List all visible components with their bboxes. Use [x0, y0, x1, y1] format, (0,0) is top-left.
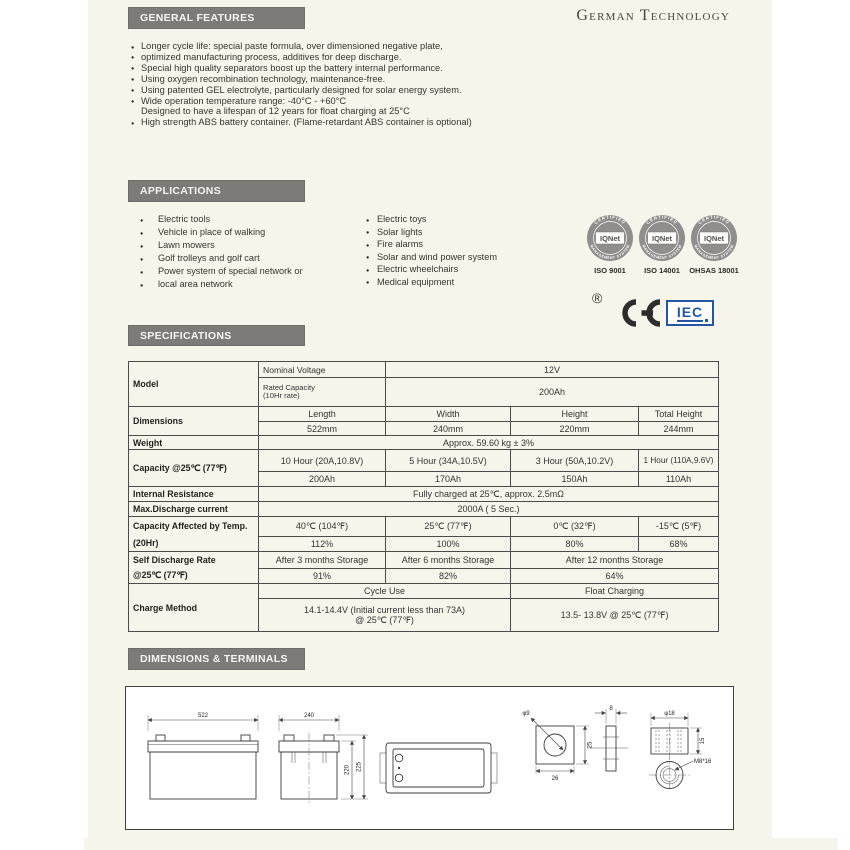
battery-top-view — [380, 743, 497, 793]
spec-label-charge-method: Charge Method — [129, 584, 259, 632]
svg-text:φ18: φ18 — [664, 711, 675, 717]
spec-value: 91% — [259, 568, 386, 583]
spec-header: 10 Hour (20A,10.8V) — [259, 450, 386, 472]
spec-header: 1 Hour (110A,9.6V) — [639, 450, 719, 472]
spec-header: Length — [259, 407, 386, 422]
spec-value: 82% — [386, 568, 511, 583]
spec-label-max-discharge: Max.Discharge current — [129, 502, 259, 517]
application-item: ● Vehicle in place of walking — [140, 226, 355, 239]
application-item: ● Medical equipment — [366, 276, 541, 289]
feature-item: ● Using oxygen recombination technology, maintenance-free. — [131, 74, 671, 85]
svg-text:CERTIFIED: CERTIFIED — [697, 214, 731, 226]
feature-item: ● Longer cycle life: special paste formula, over dimensioned negative plate, — [131, 41, 671, 52]
svg-text:φ9: φ9 — [522, 711, 530, 717]
spec-header: 3 Hour (50A,10.2V) — [511, 450, 639, 472]
applications-right-list — [366, 213, 541, 289]
spec-header: Width — [386, 407, 511, 422]
spec-value: 80% — [511, 536, 639, 551]
spec-header: After 12 months Storage — [511, 552, 719, 569]
svg-text:220: 220 — [344, 764, 351, 776]
svg-text:522: 522 — [197, 713, 209, 719]
specifications-header: SPECIFICATIONS — [128, 325, 305, 346]
spec-sublabel: Nominal Voltage — [259, 362, 386, 378]
svg-text:MANAGEMENT SYSTEM: MANAGEMENT SYSTEM — [589, 244, 631, 261]
registered-trademark-icon: ® — [592, 290, 603, 306]
svg-text:25: 25 — [587, 741, 594, 749]
ce-mark-icon — [612, 296, 662, 330]
svg-text:26: 26 — [551, 776, 559, 782]
feature-item: ● Wide operation temperature range: -40°C - +60°C — [131, 96, 671, 107]
brand-text: German Technology — [576, 7, 730, 24]
application-item: ● Fire alarms — [366, 238, 541, 251]
spec-value: 110Ah — [639, 472, 719, 487]
features-list — [131, 41, 671, 128]
application-item: ● Electric wheelchairs — [366, 263, 541, 276]
spec-value: 14.1-14.4V (Initial current less than 73A) @ 25℃ (77℉) — [259, 599, 511, 632]
specifications-table — [128, 361, 719, 632]
svg-text:CERTIFIED: CERTIFIED — [593, 214, 627, 226]
spec-label-internal-resistance: Internal Resistance — [129, 487, 259, 502]
spec-value: 112% — [259, 536, 386, 551]
iqnet-badge-icon — [584, 214, 636, 266]
page-bottom-band — [84, 838, 838, 850]
spec-value: 12V — [386, 362, 719, 378]
applications-header: APPLICATIONS — [128, 180, 305, 202]
dimensions-terminals-header: DIMENSIONS & TERMINALS — [128, 648, 305, 670]
feature-item: ● Special high quality separators boost up the battery internal performance. — [131, 63, 671, 74]
spec-header: Height — [511, 407, 639, 422]
iec-logo-dot — [705, 319, 709, 323]
spec-value: 13.5- 13.8V @ 25℃ (77℉) — [511, 599, 719, 632]
svg-text:IQNet: IQNet — [703, 234, 725, 244]
application-item: ● Electric tools — [140, 213, 355, 226]
spec-value: 68% — [639, 536, 719, 551]
applications-left-list — [140, 213, 355, 291]
general-features-header: GENERAL FEATURES — [128, 7, 305, 29]
application-item: ● Power system of special network or — [140, 265, 355, 278]
svg-text:IQNet: IQNet — [651, 234, 673, 244]
feature-item: Designed to have a lifespan of 12 years for float charging at 25°C — [141, 106, 410, 117]
spec-header: 5 Hour (34A,10.5V) — [386, 450, 511, 472]
svg-text:IQNet: IQNet — [599, 234, 621, 244]
svg-text:MANAGEMENT SYSTEM: MANAGEMENT SYSTEM — [693, 244, 735, 261]
spec-value: 244mm — [639, 422, 719, 436]
spec-header: After 3 months Storage — [259, 552, 386, 569]
application-item: ● local area network — [140, 278, 355, 291]
iec-logo-icon: IEC — [666, 300, 714, 326]
spec-value: 170Ah — [386, 472, 511, 487]
spec-value: Approx. 59.60 kg ± 3% — [259, 436, 719, 450]
spec-label-self-discharge: Self Discharge Rate @25℃ (77℉) — [129, 552, 259, 584]
spec-value: 200Ah — [386, 378, 719, 407]
svg-text:CERTIFIED: CERTIFIED — [645, 214, 679, 226]
application-item: ● Golf trolleys and golf cart — [140, 252, 355, 265]
badge-label-iso14001: ISO 14001 — [644, 266, 680, 275]
application-item: ● Electric toys — [366, 213, 541, 226]
spec-label-dimensions: Dimensions — [129, 407, 259, 436]
iqnet-badge-icon — [688, 214, 740, 266]
battery-side-view — [279, 713, 368, 805]
feature-item: ● High strength ABS battery container. (Flame-retardant ABS container is optional) — [131, 117, 671, 128]
feature-item: ● optimized manufacturing process, additives for deep discharge. — [131, 52, 671, 63]
svg-text:225: 225 — [356, 761, 363, 773]
feature-item: ● Using patented GEL electrolyte, particularly designed for solar energy system. — [131, 85, 671, 96]
spec-value: 220mm — [511, 422, 639, 436]
application-item: ● Solar and wind power system — [366, 251, 541, 264]
spec-header: Cycle Use — [259, 584, 511, 599]
terminal-plate-profile — [588, 706, 628, 771]
spec-header: After 6 months Storage — [386, 552, 511, 569]
spec-sublabel: Rated Capacity (10Hr rate) — [259, 378, 386, 407]
spec-label-capacity: Capacity @25℃ (77℉) — [129, 450, 259, 487]
spec-header: 0℃ (32℉) — [511, 517, 639, 537]
spec-header: Float Charging — [511, 584, 719, 599]
spec-label-weight: Weight — [129, 436, 259, 450]
badge-label-ohsas18001: OHSAS 18001 — [689, 266, 739, 275]
battery-front-view — [148, 713, 258, 799]
svg-text:MANAGEMENT SYSTEM: MANAGEMENT SYSTEM — [641, 244, 683, 261]
terminal-plate-detail — [522, 711, 593, 782]
svg-text:8: 8 — [609, 706, 613, 712]
svg-text:M8*16: M8*16 — [694, 759, 712, 765]
application-item: ● Lawn mowers — [140, 239, 355, 252]
technical-drawing-panel — [125, 686, 734, 830]
spec-label-model: Model — [129, 362, 259, 407]
iqnet-badge-icon — [636, 214, 688, 266]
svg-text:15: 15 — [700, 737, 706, 745]
terminal-post-detail — [649, 711, 712, 791]
spec-value: 522mm — [259, 422, 386, 436]
spec-header: -15℃ (5℉) — [639, 517, 719, 537]
spec-header: 25℃ (77℉) — [386, 517, 511, 537]
spec-value: 200Ah — [259, 472, 386, 487]
spec-value: 150Ah — [511, 472, 639, 487]
spec-header: Total Height — [639, 407, 719, 422]
spec-value: 2000A ( 5 Sec.) — [259, 502, 719, 517]
spec-value: Fully charged at 25℃, approx. 2.5mΩ — [259, 487, 719, 502]
spec-value: 240mm — [386, 422, 511, 436]
spec-label-temp-effect: Capacity Affected by Temp. (20Hr) — [129, 517, 259, 552]
spec-header: 40℃ (104℉) — [259, 517, 386, 537]
svg-text:240: 240 — [303, 713, 315, 719]
spec-value: 64% — [511, 568, 719, 583]
application-item: ● Solar lights — [366, 226, 541, 239]
badge-label-iso9001: ISO 9001 — [594, 266, 626, 275]
spec-value: 100% — [386, 536, 511, 551]
technical-drawing-icon — [126, 687, 733, 829]
